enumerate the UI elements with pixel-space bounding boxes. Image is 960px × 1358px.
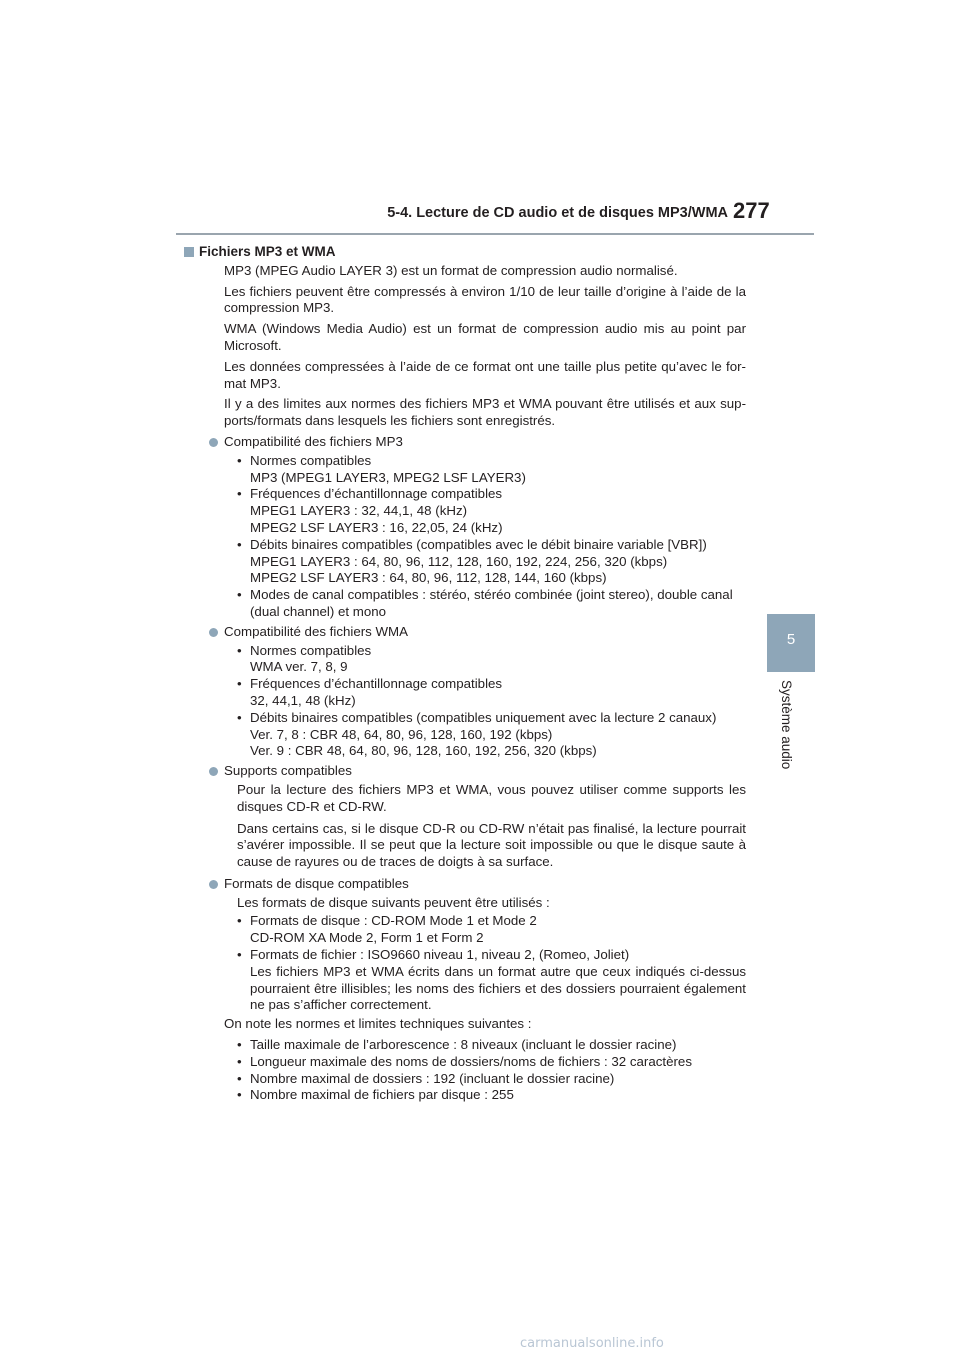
- list-item: [237, 453, 746, 487]
- list-item-label: Formats de disque : CD-ROM Mode 1 et Mode 2: [250, 913, 537, 929]
- paragraph: Les formats de disque suivants peuvent être utilisés :: [237, 894, 550, 910]
- list-item: [237, 710, 746, 760]
- circle-bullet-icon: [209, 628, 218, 637]
- list-item-label: Normes compatibles: [250, 642, 372, 658]
- list-item-detail: Ver. 9 : CBR 48, 64, 80, 96, 128, 160, 192, 256, 320 (kbps): [250, 743, 597, 759]
- formats-list: [237, 913, 746, 1014]
- list-item-label: Formats de fichier : ISO9660 niveau 1, niveau 2, (Romeo, Joliet): [250, 947, 630, 963]
- paragraph: Il y a des limites aux normes des fichiers MP3 et WMA pouvant être utilisés et aux sup-ports/formats dans lesquels les fichiers sont enregistrés.: [224, 396, 746, 429]
- paragraph: MP3 (MPEG Audio LAYER 3) est un format de compression audio normalisé.: [224, 262, 678, 278]
- list-item: [237, 676, 746, 710]
- subsection-title: Supports compatibles: [224, 763, 352, 779]
- limits-list: [237, 1037, 746, 1104]
- paragraph: Dans certains cas, si le disque CD-R ou CD-RW n’était pas finalisé, la lecture pourrait s’avérer impossible. Il se peut que la lecture soit impossible ou que le disque saute à cause de rayures ou de traces de doigts à sa surface.: [237, 820, 746, 870]
- formats-heading: [224, 876, 746, 893]
- list-item-detail: MPEG1 LAYER3 : 32, 44,1, 48 (kHz): [250, 503, 468, 519]
- list-item-detail: Ver. 7, 8 : CBR 48, 64, 80, 96, 128, 160, 192 (kbps): [250, 726, 553, 742]
- page-content: [184, 240, 746, 1106]
- wma-compat-heading: [224, 624, 746, 641]
- list-item-label: Modes de canal compatibles : stéréo, stéréo combinée (joint stereo), double canal (dual channel) et mono: [250, 587, 733, 619]
- paragraph: Les fichiers peuvent être compressés à environ 1/10 de leur taille d’origine à l’aide de la compression MP3.: [224, 283, 746, 316]
- chapter-tab: [767, 614, 815, 672]
- list-item-detail: MPEG2 LSF LAYER3 : 64, 80, 96, 112, 128, 144, 160 (kbps): [250, 570, 607, 586]
- subsection-title: Compatibilité des fichiers MP3: [224, 433, 403, 449]
- chapter-label: Système audio: [779, 680, 794, 770]
- paragraph: Pour la lecture des fichiers MP3 et WMA, vous pouvez utiliser comme supports les disques CD-R et CD-RW.: [237, 781, 746, 814]
- chapter-number: 5: [786, 631, 796, 648]
- paragraph: WMA (Windows Media Audio) est un format de compression audio mis au point par Microsoft.: [224, 321, 746, 353]
- list-item-detail: MPEG2 LSF LAYER3 : 16, 22,05, 24 (kHz): [250, 519, 503, 535]
- list-item-label: Normes compatibles: [250, 452, 372, 468]
- list-item-label: Débits binaires compatibles (compatibles uniquement avec la lecture 2 canaux): [250, 709, 717, 725]
- circle-bullet-icon: [209, 438, 218, 447]
- list-item: • Longueur maximale des noms de dossiers/noms de fichiers : 32 caractères: [237, 1054, 746, 1071]
- list-item-label: Fréquences d’échantillonnage compatibles: [250, 486, 503, 502]
- header-divider: [176, 233, 814, 235]
- circle-bullet-icon: [209, 767, 218, 776]
- circle-bullet-icon: [209, 880, 218, 889]
- subsection-title: Formats de disque compatibles: [224, 875, 409, 891]
- paragraph: On note les normes et limites techniques suivantes :: [224, 1016, 532, 1032]
- list-item: [237, 947, 746, 1014]
- list-item-detail: MP3 (MPEG1 LAYER3, MPEG2 LSF LAYER3): [250, 469, 526, 485]
- wma-compat-list: [237, 643, 746, 761]
- list-item: [237, 537, 746, 587]
- header-section-title: 5-4. Lecture de CD audio et de disques MP3/WMA: [387, 205, 728, 221]
- page-header: [0, 0, 960, 240]
- section-heading: [184, 244, 746, 261]
- list-item: • Nombre maximal de fichiers par disque : 255: [237, 1087, 746, 1104]
- supports-heading: [224, 763, 746, 780]
- list-item-label: Débits binaires compatibles (compatibles avec le débit binaire variable [VBR]): [250, 536, 707, 552]
- list-item-detail: Les fichiers MP3 et WMA écrits dans un format autre que ceux indiqués ci-dessus pourraient être illisibles; les noms des fichiers et des dossiers pourraient également ne pas s’afficher correctement.: [250, 963, 746, 1013]
- list-item: [237, 643, 746, 677]
- square-bullet-icon: [184, 247, 194, 257]
- list-item-detail: MPEG1 LAYER3 : 64, 80, 96, 112, 128, 160, 192, 224, 256, 320 (kbps): [250, 553, 668, 569]
- list-item: [237, 587, 746, 621]
- watermark: carmanualsonline.info: [520, 1336, 664, 1351]
- list-item-detail: 32, 44,1, 48 (kHz): [250, 692, 356, 708]
- list-item-detail: WMA ver. 7, 8, 9: [250, 659, 348, 675]
- list-item: • Taille maximale de l’arborescence : 8 niveaux (incluant le dossier racine): [237, 1037, 746, 1054]
- list-item: • Nombre maximal de dossiers : 192 (incluant le dossier racine): [237, 1071, 746, 1088]
- mp3-compat-heading: [224, 434, 746, 451]
- section-title: Fichiers MP3 et WMA: [199, 244, 336, 259]
- mp3-compat-list: [237, 453, 746, 621]
- list-item-label: Fréquences d’échantillonnage compatibles: [250, 676, 503, 692]
- list-item: [237, 913, 746, 947]
- paragraph: Les données compressées à l’aide de ce format ont une taille plus petite qu’avec le for-mat MP3.: [224, 358, 746, 391]
- list-item: [237, 486, 746, 536]
- list-item-detail: CD-ROM XA Mode 2, Form 1 et Form 2: [250, 930, 484, 946]
- page-number: 277: [733, 198, 770, 223]
- subsection-title: Compatibilité des fichiers WMA: [224, 623, 408, 639]
